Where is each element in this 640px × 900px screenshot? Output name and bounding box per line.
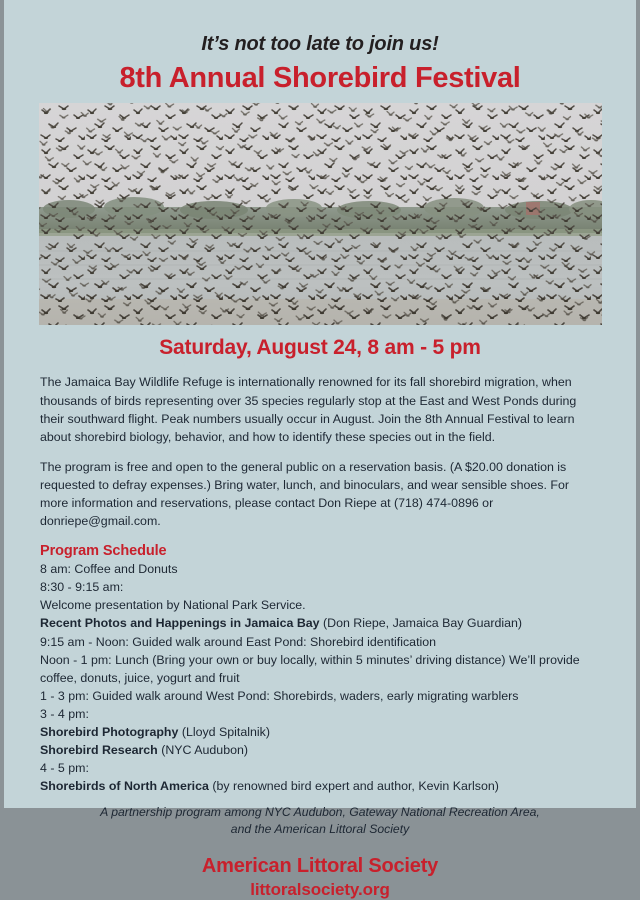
schedule-item bbox=[40, 614, 600, 632]
schedule-item bbox=[40, 759, 600, 777]
schedule-item-title: Shorebird Research bbox=[40, 742, 158, 757]
schedule-item-text: 1 - 3 pm: Guided walk around West Pond: Shorebirds, waders, early migrating warblers bbox=[40, 688, 519, 703]
program-schedule-heading: Program Schedule bbox=[40, 543, 167, 560]
schedule-item bbox=[40, 560, 600, 578]
schedule-item-detail: (Don Riepe, Jamaica Bay Guardian) bbox=[319, 616, 523, 631]
schedule-item-text: Welcome presentation by National Park Service. bbox=[40, 598, 306, 613]
program-schedule-list bbox=[40, 560, 600, 795]
shorebird-photo-illustration bbox=[39, 103, 602, 325]
schedule-item-detail: (by renowned bird expert and author, Kevin Karlson) bbox=[208, 778, 499, 793]
schedule-item bbox=[40, 705, 600, 723]
intro-paragraph: The Jamaica Bay Wildlife Refuge is internationally renowned for its fall shorebird migration, when thousands of birds representing over 35 species regularly stop at the East and West Ponds during their southward flight. Peak numbers usually occur in August. Join the 8th Annual Festival to learn about shorebird biology, behavior, and how to identify these species out in the field. bbox=[40, 375, 577, 444]
shorebird-photo bbox=[39, 103, 602, 325]
schedule-item bbox=[40, 633, 600, 651]
schedule-item-text: 3 - 4 pm: bbox=[40, 706, 89, 721]
schedule-item bbox=[40, 723, 600, 741]
schedule-item-text: 8:30 - 9:15 am: bbox=[40, 580, 124, 595]
schedule-item-text: 8 am: Coffee and Donuts bbox=[40, 562, 178, 577]
partnership-line-2: and the American Littoral Society bbox=[230, 822, 410, 836]
organization-name: American Littoral Society bbox=[201, 855, 439, 878]
partnership-note bbox=[60, 804, 580, 838]
event-date: Saturday, August 24, 8 am - 5 pm bbox=[159, 336, 481, 360]
schedule-item bbox=[40, 687, 600, 705]
schedule-item bbox=[40, 777, 600, 795]
partnership-line-1: A partnership program among NYC Audubon, Gateway National Recreation Area, bbox=[100, 804, 540, 819]
schedule-item-title: Recent Photos and Happenings in Jamaica Bay bbox=[40, 616, 320, 631]
schedule-item-title: Shorebird Photography bbox=[40, 724, 179, 739]
schedule-item bbox=[40, 578, 600, 596]
schedule-item-detail: (NYC Audubon) bbox=[157, 742, 248, 757]
schedule-item bbox=[40, 651, 600, 687]
schedule-item bbox=[40, 741, 600, 759]
page-title: 8th Annual Shorebird Festival bbox=[119, 62, 521, 94]
schedule-item-title: Shorebirds of North America bbox=[40, 778, 209, 793]
organization-url[interactable]: littoralsociety.org bbox=[250, 880, 390, 900]
schedule-item bbox=[40, 596, 600, 614]
tagline: It’s not too late to join us! bbox=[201, 33, 439, 55]
schedule-item-detail: (Lloyd Spitalnik) bbox=[178, 724, 270, 739]
details-paragraph: The program is free and open to the general public on a reservation basis. (A $20.00 donation is requested to defray expenses.) Bring water, lunch, and binoculars, and wear sensible shoes. For more information and reservations, please contact Don Riepe at (718) 474-0896 or donriepe@gmail.com. bbox=[40, 459, 569, 529]
schedule-item-text: 4 - 5 pm: bbox=[40, 760, 89, 775]
schedule-item-text: 9:15 am - Noon: Guided walk around East Pond: Shorebird identification bbox=[40, 634, 437, 649]
schedule-item-text: Noon - 1 pm: Lunch (Bring your own or buy locally, within 5 minutes’ driving distance) We’ll provide coffee, donuts, juice, yogurt and fruit bbox=[40, 652, 580, 685]
